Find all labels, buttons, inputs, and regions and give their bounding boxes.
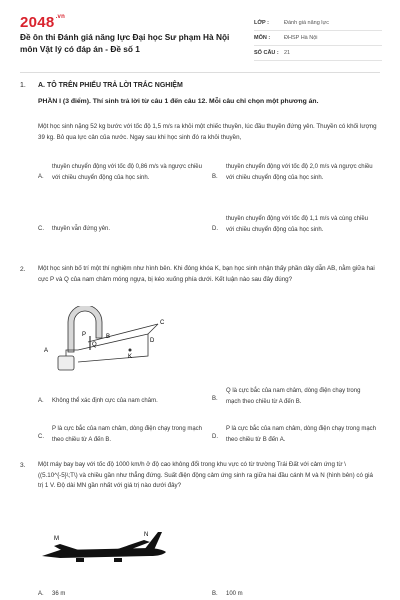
section-heading xyxy=(20,82,183,89)
option-letter: A. xyxy=(38,174,44,180)
site-logo[interactable] xyxy=(20,14,65,31)
section-number: 1. xyxy=(20,82,26,89)
label-a: A xyxy=(44,348,49,354)
label-p: P xyxy=(82,332,87,338)
label-k: K xyxy=(128,354,133,360)
q1-option-a[interactable] xyxy=(38,162,202,183)
doc-title: Đề ôn thi Đánh giá năng lực Đại học Sư phạm Hà Nội môn Vật lý có đáp án - Đề số 1 xyxy=(20,32,230,54)
label-b: B xyxy=(106,334,111,340)
q2-option-c[interactable] xyxy=(38,424,202,445)
option-letter: A. xyxy=(38,591,44,597)
horseshoe-magnet xyxy=(68,306,102,352)
option-letter: B. xyxy=(212,591,218,597)
option-letter: C. xyxy=(38,226,44,232)
q3-option-b[interactable] xyxy=(212,589,376,600)
option-text: P là cực bắc của nam châm, dòng điện chạy trong mạch theo chiều từ A đến B. xyxy=(52,426,202,443)
meta-key: LỚP : xyxy=(254,20,269,26)
switch-k xyxy=(129,349,132,352)
label-c: C xyxy=(160,320,165,326)
q1-option-c[interactable] xyxy=(38,224,202,235)
label-d: D xyxy=(150,338,155,344)
q2-option-d[interactable] xyxy=(212,424,376,445)
q2-option-a[interactable] xyxy=(38,396,202,407)
option-text: 36 m xyxy=(52,591,66,597)
label-q: Q xyxy=(92,342,97,348)
meta-row-count xyxy=(254,46,382,61)
question-1-text: Một học sinh nặng 52 kg bước với tốc độ 1,5 m/s ra khỏi một chiếc thuyền, lúc đầu thuyền đứng yên. Thuyền có khối lượng 39 kg. Bỏ qua lực cản của nước. Ngay sau khi học sinh đó ra khỏi thuyền, xyxy=(38,123,377,141)
meta-value: ĐHSP Hà Nội xyxy=(284,35,318,41)
option-text: thuyền chuyển động với tốc độ 2,0 m/s và ngược chiều với chiều chuyển động của học sinh. xyxy=(226,164,373,181)
option-text: thuyền chuyển động với tốc độ 1,1 m/s và cùng chiều với chiều chuyển động của học sinh. xyxy=(226,216,369,233)
question-3-number: 3. xyxy=(20,462,26,469)
logo-number: 2048 xyxy=(20,14,55,31)
meta-row-subject xyxy=(254,31,382,46)
option-letter: B. xyxy=(212,174,218,180)
meta-row-class xyxy=(254,16,382,31)
option-letter: C. xyxy=(38,434,44,440)
label-m: M xyxy=(54,536,59,542)
option-letter: A. xyxy=(38,398,44,404)
logo-suffix: .vn xyxy=(55,14,66,20)
option-text: Không thể xác định cực của nam châm. xyxy=(52,398,158,404)
page-header xyxy=(0,0,400,68)
question-3-text: Một máy bay bay với tốc độ 1000 km/h ở độ cao không đổi trong khu vực có từ trường Trái Đất với cảm ứng từ \((5.10^{-5}\;T\) và chiều gần như thẳng đứng. Suất điện động cảm ứng sinh ra giữa hai đầu cánh M và N (hình bên) có giá trị 1 V. Độ dài MN gần nhất với giá trị nào dưới đây? xyxy=(38,461,373,489)
option-text: thuyền vẫn đứng yên. xyxy=(52,226,111,232)
meta-value: Đánh giá năng lực xyxy=(284,20,329,26)
label-n: N xyxy=(144,532,149,538)
circuit-magnet-figure xyxy=(38,306,188,376)
q1-option-d[interactable] xyxy=(212,214,376,235)
meta-key: SỐ CÂU : xyxy=(254,50,279,56)
meta-value: 21 xyxy=(284,50,291,56)
engine-left xyxy=(76,558,84,562)
option-letter: D. xyxy=(212,434,218,440)
part-title: PHẦN I (3 điểm). Thí sinh trả lời từ câu 1 đến câu 12. Mỗi câu chỉ chọn một phương án. xyxy=(38,98,319,105)
q2-option-b[interactable] xyxy=(212,386,376,407)
option-letter: D. xyxy=(212,226,218,232)
section-title: A. TÔ TRÊN PHIẾU TRẢ LỜI TRẮC NGHIỆM xyxy=(38,82,183,89)
engine-right xyxy=(114,558,122,562)
option-text: 100 m xyxy=(226,591,243,597)
option-text: thuyền chuyển động với tốc độ 0,86 m/s và ngược chiều với chiều chuyển động của học sinh. xyxy=(52,164,202,181)
battery xyxy=(58,356,74,370)
option-letter: B. xyxy=(212,396,218,402)
doc-meta-table xyxy=(254,16,382,61)
airplane-figure xyxy=(40,522,170,582)
question-2-text: Một học sinh bố trí một thí nghiệm như hình bên. Khi đóng khóa K, bạn học sinh nhận thấy phần dây dẫn AB, nằm giữa hai cực P và Q của nam châm móng ngựa, bị kéo xuống phía dưới. Kết luận nào sau đây đúng? xyxy=(38,265,375,283)
q3-option-a[interactable] xyxy=(38,589,202,600)
option-text: Q là cực bắc của nam châm, dòng điện chạy trong mạch theo chiều từ A đến B. xyxy=(226,388,361,405)
question-2-number: 2. xyxy=(20,266,26,273)
option-text: P là cực bắc của nam châm, dòng điện chạy trong mạch theo chiều từ B đến A. xyxy=(226,426,376,443)
q1-option-b[interactable] xyxy=(212,162,376,183)
header-divider xyxy=(20,72,380,73)
meta-key: MÔN : xyxy=(254,35,271,41)
